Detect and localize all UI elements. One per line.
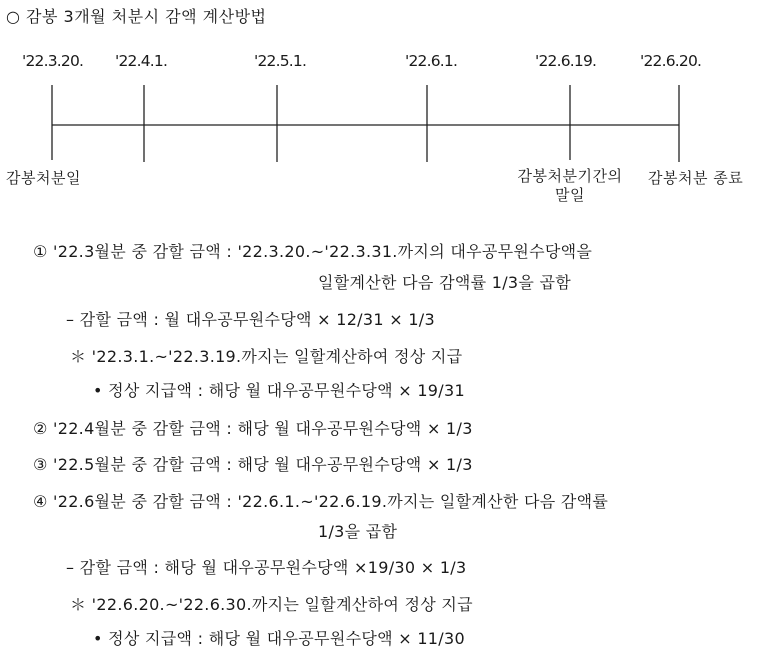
timeline-label-end-line2: 말일 [555, 186, 585, 204]
timeline-date-2: '22.4.1. [115, 52, 168, 70]
timeline-date-4: '22.6.1. [405, 52, 458, 70]
item-1-line1: ① '22.3월분 중 감할 금액 : '22.3.20.~'22.3.31.까지의 대우공무원수당액을 [33, 242, 593, 261]
timeline-label-finish: 감봉처분 종료 [648, 169, 744, 187]
timeline-label-end [506, 167, 634, 205]
item-4-sub1: – 감할 금액 : 해당 월 대우공무원수당액 ×19/30 × 1/3 [66, 558, 467, 577]
item-1-sub3: • 정상 지급액 : 해당 월 대우공무원수당액 × 19/31 [93, 381, 465, 400]
page-title: ○ 감봉 3개월 처분시 감액 계산방법 [6, 7, 267, 26]
item-4-line2: 1/3을 곱함 [318, 522, 398, 541]
timeline-label-end-line1: 감봉처분기간의 [517, 167, 623, 185]
timeline-date-1: '22.3.20. [22, 52, 84, 70]
item-1-sub2: ＊ '22.3.1.~'22.3.19.까지는 일할계산하여 정상 지급 [70, 347, 463, 366]
timeline-date-6: '22.6.20. [640, 52, 702, 70]
timeline-label-start: 감봉처분일 [6, 169, 81, 187]
timeline-date-5: '22.6.19. [535, 52, 597, 70]
item-1-line2: 일할계산한 다음 감액률 1/3을 곱함 [318, 273, 572, 292]
item-2: ② '22.4월분 중 감할 금액 : 해당 월 대우공무원수당액 × 1/3 [33, 419, 473, 438]
item-4-line1: ④ '22.6월분 중 감할 금액 : '22.6.1.~'22.6.19.까지는 일할계산한 다음 감액률 [33, 492, 609, 511]
timeline-date-3: '22.5.1. [254, 52, 307, 70]
item-3: ③ '22.5월분 중 감할 금액 : 해당 월 대우공무원수당액 × 1/3 [33, 455, 473, 474]
item-1-sub1: – 감할 금액 : 월 대우공무원수당액 × 12/31 × 1/3 [66, 310, 435, 329]
item-4-sub2: ＊ '22.6.20.~'22.6.30.까지는 일할계산하여 정상 지급 [70, 595, 473, 614]
item-4-sub3: • 정상 지급액 : 해당 월 대우공무원수당액 × 11/30 [93, 629, 465, 648]
